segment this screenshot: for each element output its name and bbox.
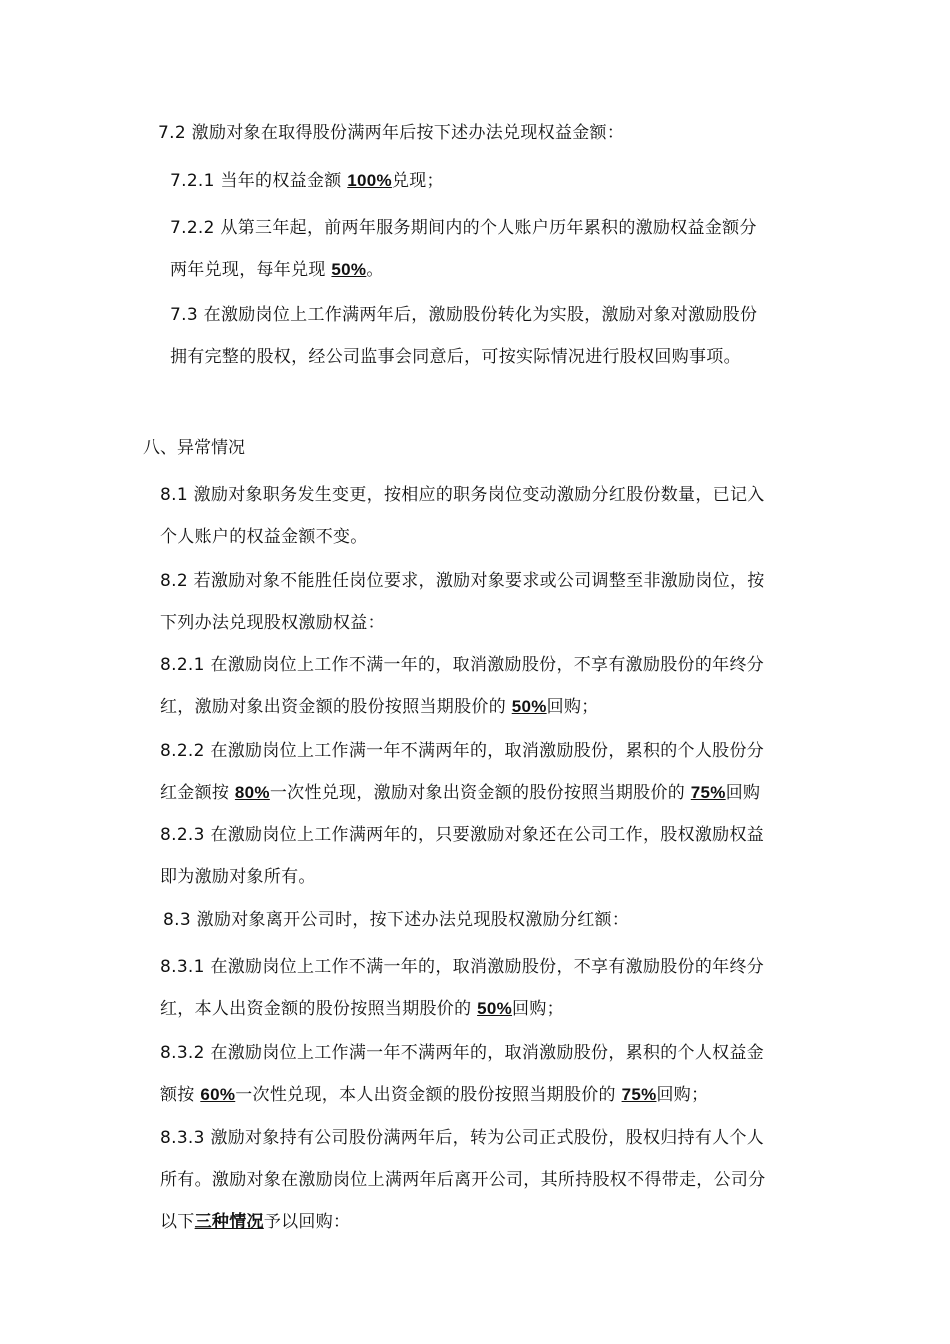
clause-8-2-2 xyxy=(160,730,764,814)
clause-8-3-3-three-cases: 三种情况 xyxy=(194,1212,264,1232)
clause-8-3-1-tail: 回购； xyxy=(512,999,564,1019)
clause-7-2-2-percent: 50% xyxy=(331,260,367,279)
clause-8-3-2-percent-cash: 60% xyxy=(200,1085,236,1104)
clause-8-1 xyxy=(160,474,765,558)
clause-8-2-1-line1: 8.2.1 在激励岗位上工作不满一年的，取消激励股份，不享有激励股份的年终分 xyxy=(160,655,765,675)
clause-7-2-1-text: 7.2.1 当年的权益金额 xyxy=(170,171,348,191)
clause-8-2-2-mid: 一次性兑现，激励对象出资金额的股份按照当期股价的 xyxy=(269,783,691,803)
clause-8-3-1 xyxy=(160,946,764,1030)
clause-8-3-3-line1: 8.3.3 激励对象持有公司股份满两年后，转为公司正式股份，股权归持有人个人 xyxy=(160,1128,765,1148)
clause-8-3-1-percent: 50% xyxy=(477,999,513,1018)
clause-8-2-1 xyxy=(160,644,764,728)
clause-8-2-2-tail: 回购 xyxy=(725,783,761,803)
clause-7-2-1-tail: 兑现； xyxy=(391,171,444,191)
clause-8-3-3 xyxy=(160,1117,766,1243)
clause-8-3-1-line2: 红，本人出资金额的股份按照当期股价的 xyxy=(160,999,478,1019)
clause-8-3-3-line3: 以下 xyxy=(160,1212,195,1232)
clause-7-2 xyxy=(158,112,624,154)
clause-8-2-2-line1: 8.2.2 在激励岗位上工作满一年不满两年的，取消激励股份，累积的个人股份分 xyxy=(160,741,765,761)
clause-7-3-line2: 拥有完整的股权，经公司监事会同意后，可按实际情况进行股权回购事项。 xyxy=(170,347,741,367)
clause-7-2-2-tail: 。 xyxy=(366,260,384,280)
clause-7-3-line1: 7.3 在激励岗位上工作满两年后，激励股份转化为实股，激励对象对激励股份 xyxy=(170,305,758,325)
clause-7-2-1 xyxy=(170,160,444,202)
clause-7-2-2 xyxy=(170,207,757,291)
clause-7-2-2-line1: 7.2.2 从第三年起，前两年服务期间内的个人账户历年累积的激励权益金额分 xyxy=(170,218,757,238)
clause-8-2-1-tail: 回购； xyxy=(546,697,599,717)
clause-8-3-1-line1: 8.3.1 在激励岗位上工作不满一年的，取消激励股份，不享有激励股份的年终分 xyxy=(160,957,765,977)
clause-8-3-2-line1: 8.3.2 在激励岗位上工作满一年不满两年的，取消激励股份，累积的个人权益金 xyxy=(160,1043,765,1063)
clause-8-2-3-line2: 即为激励对象所有。 xyxy=(160,867,316,887)
clause-8-3-2-mid: 一次性兑现，本人出资金额的股份按照当期股价的 xyxy=(235,1085,622,1105)
clause-8-3-text: 8.3 激励对象离开公司时，按下述办法兑现股权激励分红额： xyxy=(163,910,630,930)
clause-8-3 xyxy=(163,899,629,941)
clause-8-2-3-line1: 8.2.3 在激励岗位上工作满两年的，只要激励对象还在公司工作，股权激励权益 xyxy=(160,825,765,845)
clause-7-2-1-percent: 100% xyxy=(347,171,392,190)
clause-8-2-2-percent-buyback: 75% xyxy=(690,783,726,802)
clause-8-2-2-line2: 红金额按 xyxy=(160,783,235,803)
clause-8-2-line2: 下列办法兑现股权激励权益： xyxy=(160,613,385,633)
clause-8-2-1-line2: 红，激励对象出资金额的股份按照当期股价的 xyxy=(160,697,512,717)
clause-8-3-3-tail: 予以回购： xyxy=(263,1212,351,1232)
clause-8-3-2-tail: 回购； xyxy=(656,1085,709,1105)
clause-8-2-line1: 8.2 若激励对象不能胜任岗位要求，激励对象要求或公司调整至非激励岗位，按 xyxy=(160,571,765,591)
section-8-heading: 八、异常情况 xyxy=(143,438,245,458)
clause-8-2 xyxy=(160,560,765,644)
clause-8-2-2-percent-cash: 80% xyxy=(234,783,270,802)
clause-8-2-1-percent: 50% xyxy=(511,697,547,716)
clause-8-3-2-percent-buyback: 75% xyxy=(621,1085,657,1104)
clause-8-1-line2: 个人账户的权益金额不变。 xyxy=(160,527,368,547)
clause-7-2-text: 7.2 激励对象在取得股份满两年后按下述办法兑现权益金额： xyxy=(158,123,625,143)
clause-7-3 xyxy=(170,294,757,378)
clause-8-3-2-line2: 额按 xyxy=(160,1085,201,1105)
clause-8-3-2 xyxy=(160,1032,764,1116)
clause-8-2-3 xyxy=(160,814,764,898)
clause-8-1-line1: 8.1 激励对象职务发生变更，按相应的职务岗位变动激励分红股份数量，已记入 xyxy=(160,485,765,505)
clause-7-2-2-line2: 两年兑现，每年兑现 xyxy=(170,260,332,280)
clause-8-3-3-line2: 所有。激励对象在激励岗位上满两年后离开公司，其所持股权不得带走，公司分 xyxy=(160,1170,766,1190)
